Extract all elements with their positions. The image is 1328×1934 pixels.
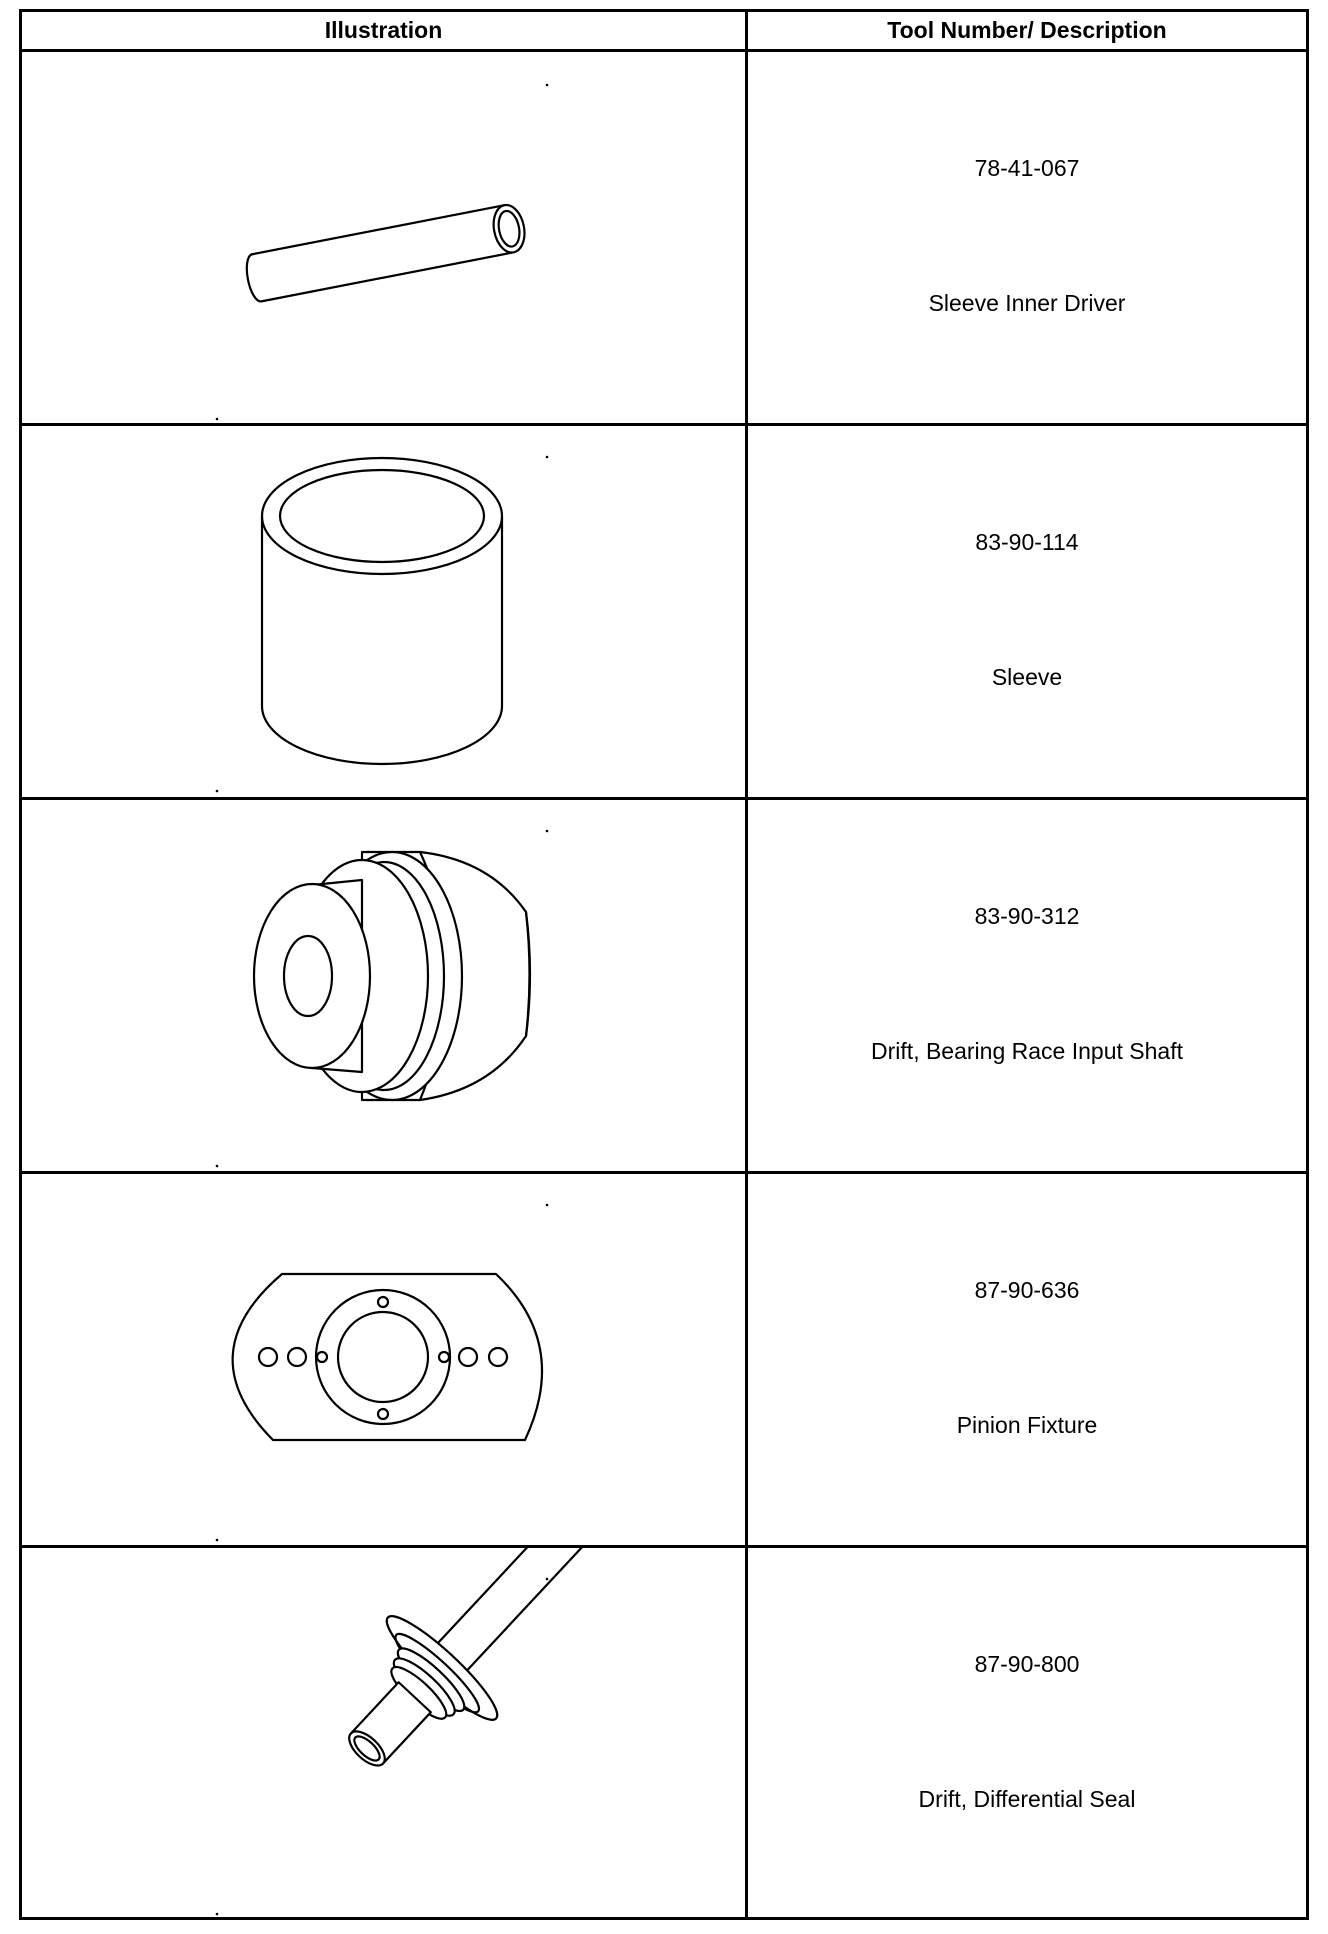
table-row: [22, 1548, 1306, 1917]
illustration-cell: [22, 1174, 745, 1545]
table-row: [22, 426, 1306, 800]
tool-table: [19, 9, 1309, 1920]
description-cell: [748, 1174, 1306, 1545]
illustration-cell: [22, 1548, 745, 1917]
tool-description: Drift, Bearing Race Input Shaft: [871, 1038, 1183, 1064]
tool-description: Pinion Fixture: [956, 1412, 1098, 1438]
tool-number: 87-90-636: [974, 1277, 1080, 1303]
stepped-drift-icon: [22, 800, 745, 1171]
tool-number: 83-90-114: [975, 529, 1079, 555]
header-tool-description: Tool Number/ Description: [887, 17, 1167, 43]
table-row: [22, 1174, 1306, 1548]
tool-number: 87-90-800: [974, 1651, 1080, 1677]
seal-drift-icon: [22, 1548, 745, 1919]
tube-icon: [22, 52, 745, 423]
tool-description: Sleeve: [991, 664, 1063, 690]
fixture-plate-icon: [22, 1174, 745, 1545]
table-row: [22, 52, 1306, 426]
illustration-cell: [22, 426, 745, 797]
description-cell: [748, 1548, 1306, 1917]
tool-number: 83-90-312: [974, 903, 1080, 929]
header-illustration: Illustration: [324, 17, 443, 43]
tool-description: Drift, Differential Seal: [918, 1786, 1136, 1812]
table-header: [22, 12, 1306, 52]
table-row: [22, 800, 1306, 1174]
description-cell: [748, 800, 1306, 1171]
illustration-cell: [22, 800, 745, 1171]
description-cell: [748, 426, 1306, 797]
cylinder-sleeve-icon: [22, 426, 745, 797]
description-cell: [748, 52, 1306, 423]
illustration-cell: [22, 52, 745, 423]
tool-description: Sleeve Inner Driver: [928, 290, 1126, 316]
tool-number: 78-41-067: [974, 155, 1080, 181]
